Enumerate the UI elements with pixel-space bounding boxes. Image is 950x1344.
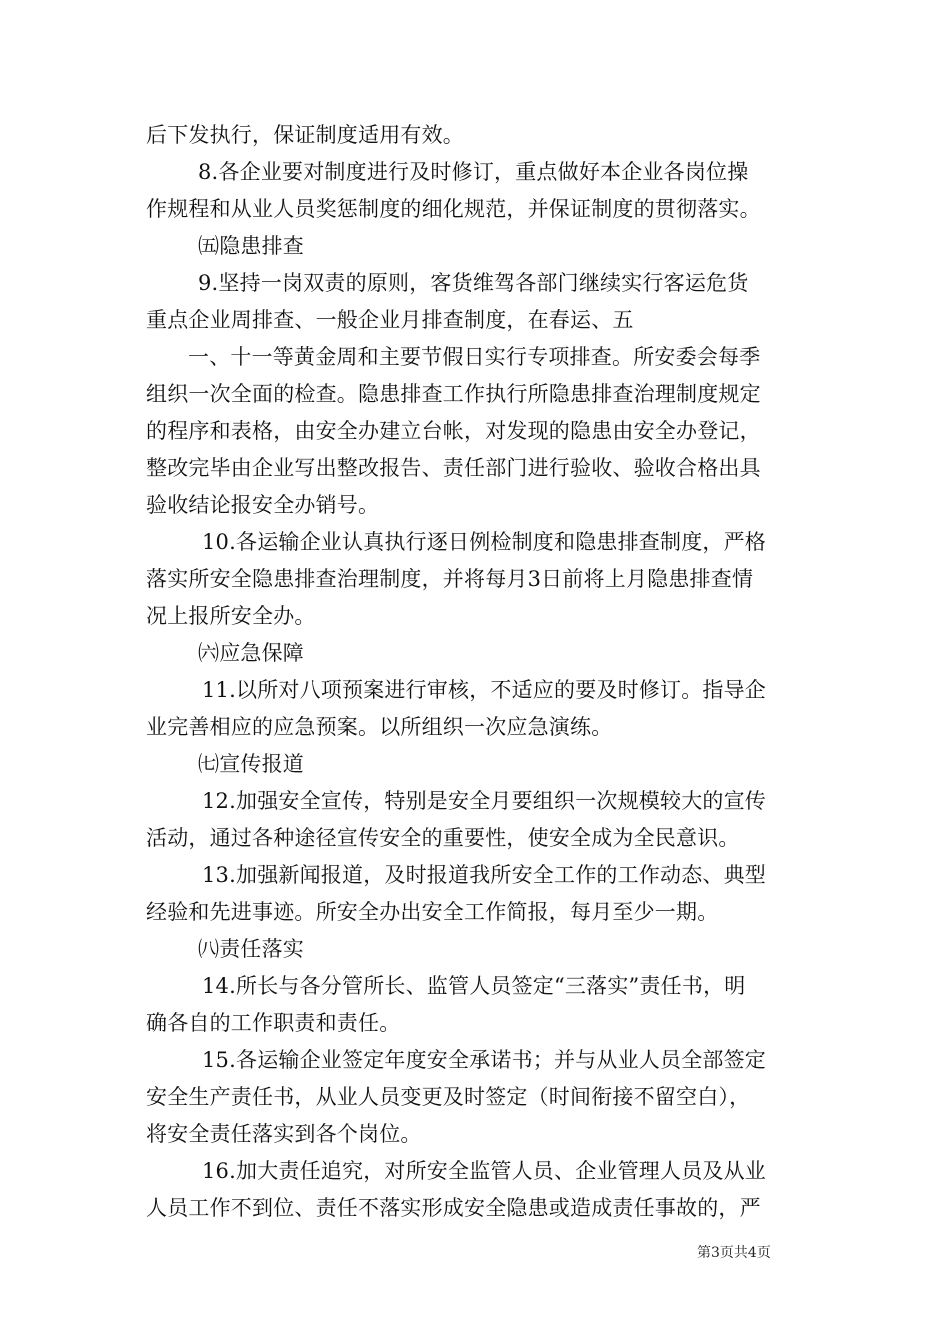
text-line: 活动，通过各种途径宣传安全的重要性，使安全成为全民意识。 xyxy=(146,826,740,850)
text-line: 经验和先进事迹。所安全办出安全工作简报，每月至少一期。 xyxy=(146,900,719,924)
text-line: 一、十一等黄金周和主要节假日实行专项排查。所安委会每季 xyxy=(188,345,761,369)
text-line: 8.各企业要对制度进行及时修订，重点做好本企业各岗位操 xyxy=(198,160,749,184)
text-line: 作规程和从业人员奖惩制度的细化规范，并保证制度的贯彻落实。 xyxy=(146,197,761,221)
page-number: 第3页共4页 xyxy=(697,1245,771,1261)
text-line: 将安全责任落实到各个岗位。 xyxy=(146,1122,422,1146)
section-heading: ㈧责任落实 xyxy=(198,937,304,961)
text-line: 重点企业周排查、一般企业月排查制度，在春运、五 xyxy=(146,308,634,332)
text-line: 验收结论报安全办销号。 xyxy=(146,493,380,517)
section-heading: ㈥应急保障 xyxy=(198,641,304,665)
text-line: 确各自的工作职责和责任。 xyxy=(146,1011,401,1035)
text-line: 组织一次全面的检查。隐患排查工作执行所隐患排查治理制度规定 xyxy=(146,382,761,406)
text-line: 人员工作不到位、责任不落实形成安全隐患或造成责任事故的，严 xyxy=(146,1196,761,1220)
text-line: 后下发执行，保证制度适用有效。 xyxy=(146,123,464,147)
text-line: 13.加强新闻报道，及时报道我所安全工作的工作动态、典型 xyxy=(202,863,766,887)
text-line: 12.加强安全宣传，特别是安全月要组织一次规模较大的宣传 xyxy=(202,789,766,813)
text-line: 安全生产责任书，从业人员变更及时签定（时间衔接不留空白）， xyxy=(146,1085,751,1109)
text-line: 11.以所对八项预案进行审核，不适应的要及时修订。指导企 xyxy=(202,678,766,702)
section-heading: ㈦宣传报道 xyxy=(198,752,304,776)
text-line: 的程序和表格，由安全办建立台帐，对发现的隐患由安全办登记， xyxy=(146,419,761,443)
text-line: 10.各运输企业认真执行逐日例检制度和隐患排查制度，严格 xyxy=(202,530,766,554)
text-line: 落实所安全隐患排查治理制度，并将每月3日前将上月隐患排查情 xyxy=(146,567,754,591)
text-line: 15.各运输企业签定年度安全承诺书；并与从业人员全部签定 xyxy=(202,1048,766,1072)
text-line: 况上报所安全办。 xyxy=(146,604,316,628)
text-line: 16.加大责任追究，对所安全监管人员、企业管理人员及从业 xyxy=(202,1159,766,1183)
text-line: 整改完毕由企业写出整改报告、责任部门进行验收、验收合格出具 xyxy=(146,456,761,480)
text-line: 9.坚持一岗双责的原则，客货维驾各部门继续实行客运危货 xyxy=(198,271,749,295)
text-line: 14.所长与各分管所长、监管人员签定“三落实”责任书，明 xyxy=(202,974,746,998)
document-body xyxy=(146,117,810,1227)
text-line: 业完善相应的应急预案。以所组织一次应急演练。 xyxy=(146,715,613,739)
section-heading: ㈤隐患排查 xyxy=(198,234,304,258)
